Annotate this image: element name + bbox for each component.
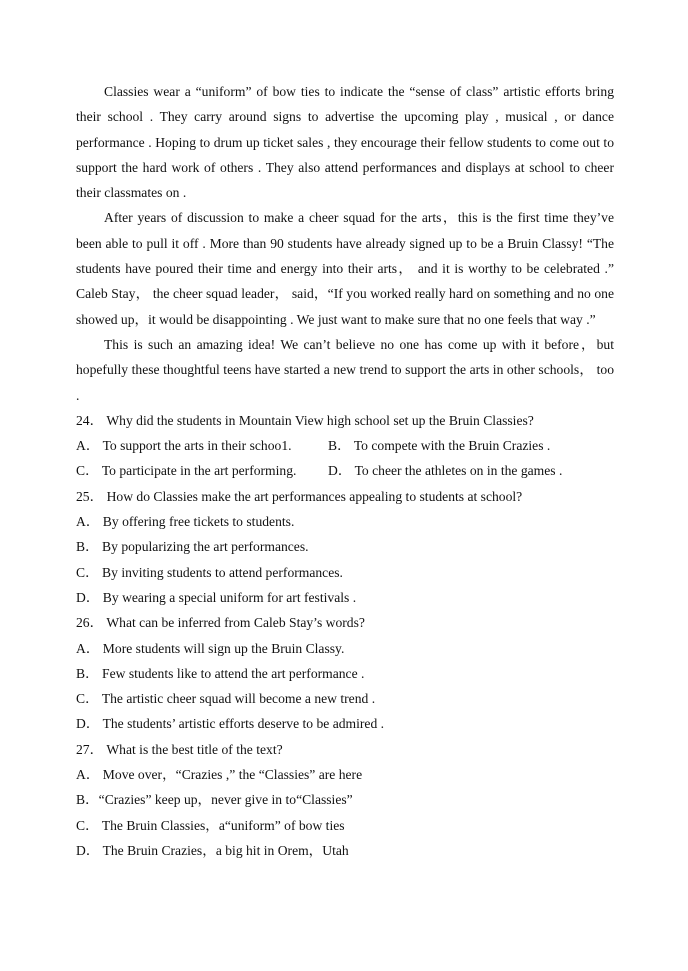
- question-27: [76, 737, 614, 863]
- option-c: C． The Bruin Classies，a“uniform” of bow ties: [76, 817, 345, 833]
- question-24: [76, 408, 614, 484]
- option-d: D． By wearing a special uniform for art festivals .: [76, 589, 357, 605]
- document-page: [76, 79, 614, 863]
- option-d: D． The students’ artistic efforts deserve to be admired .: [76, 716, 385, 732]
- option-b: B． Few students like to attend the art performance .: [76, 665, 365, 681]
- option-c: C． To participate in the art performing.: [76, 463, 297, 479]
- option-b: B． To compete with the Bruin Crazies .: [328, 438, 551, 454]
- question-25: [76, 484, 614, 610]
- option-row: [76, 458, 614, 483]
- option-b: B．“Crazies” keep up，never give in to“Classies”: [76, 792, 353, 808]
- question-stem: 27． What is the best title of the text?: [76, 741, 283, 757]
- option-c: C． By inviting students to attend performances.: [76, 564, 343, 580]
- option-row: [76, 433, 614, 458]
- option-a: A． Move over，“Crazies ,” the “Classies” are here: [76, 767, 363, 783]
- option-a: A． To support the arts in their schoo1.: [76, 438, 292, 454]
- option-b: B． By popularizing the art performances.: [76, 539, 309, 555]
- option-d: D． The Bruin Crazies，a big hit in Orem，Utah: [76, 842, 349, 858]
- passage-paragraph-1: Classies wear a “uniform” of bow ties to indicate the “sense of class” artistic efforts bring their school . They carry around signs to advertise the upcoming play , musical , or dance performance . Hoping to drum up ticket sales , they encourage their fellow students to come out to support the hard work of others . They also attend performances and displays at school to cheer their classmates on .: [76, 84, 614, 201]
- question-stem: 24． Why did the students in Mountain View high school set up the Bruin Classies?: [76, 412, 534, 428]
- option-c: C． The artistic cheer squad will become a new trend .: [76, 691, 376, 707]
- question-stem: 26． What can be inferred from Caleb Stay’s words?: [76, 615, 365, 631]
- question-26: [76, 610, 614, 736]
- question-stem: 25． How do Classies make the art performances appealing to students at school?: [76, 488, 523, 504]
- option-a: A． More students will sign up the Bruin Classy.: [76, 640, 345, 656]
- passage-paragraph-3: This is such an amazing idea! We can’t believe no one has come up with it before，but hopefully these thoughtful teens have started a new trend to support the arts in other schools， too .: [76, 336, 614, 403]
- option-a: A． By offering free tickets to students.: [76, 514, 295, 530]
- passage-paragraph-2: After years of discussion to make a cheer squad for the arts，this is the first time they’ve been able to pull it off . More than 90 students have already signed up to be a Bruin Classy! “The students have poured their time and energy into their arts， and it is worthy to be celebrated .” Caleb Stay， the cheer squad leader， said，“If you worked really hard on something and no one showed up，it would be disappointing . We just want to make sure that no one feels that way .”: [76, 210, 614, 327]
- option-d: D． To cheer the athletes on in the games .: [328, 463, 563, 479]
